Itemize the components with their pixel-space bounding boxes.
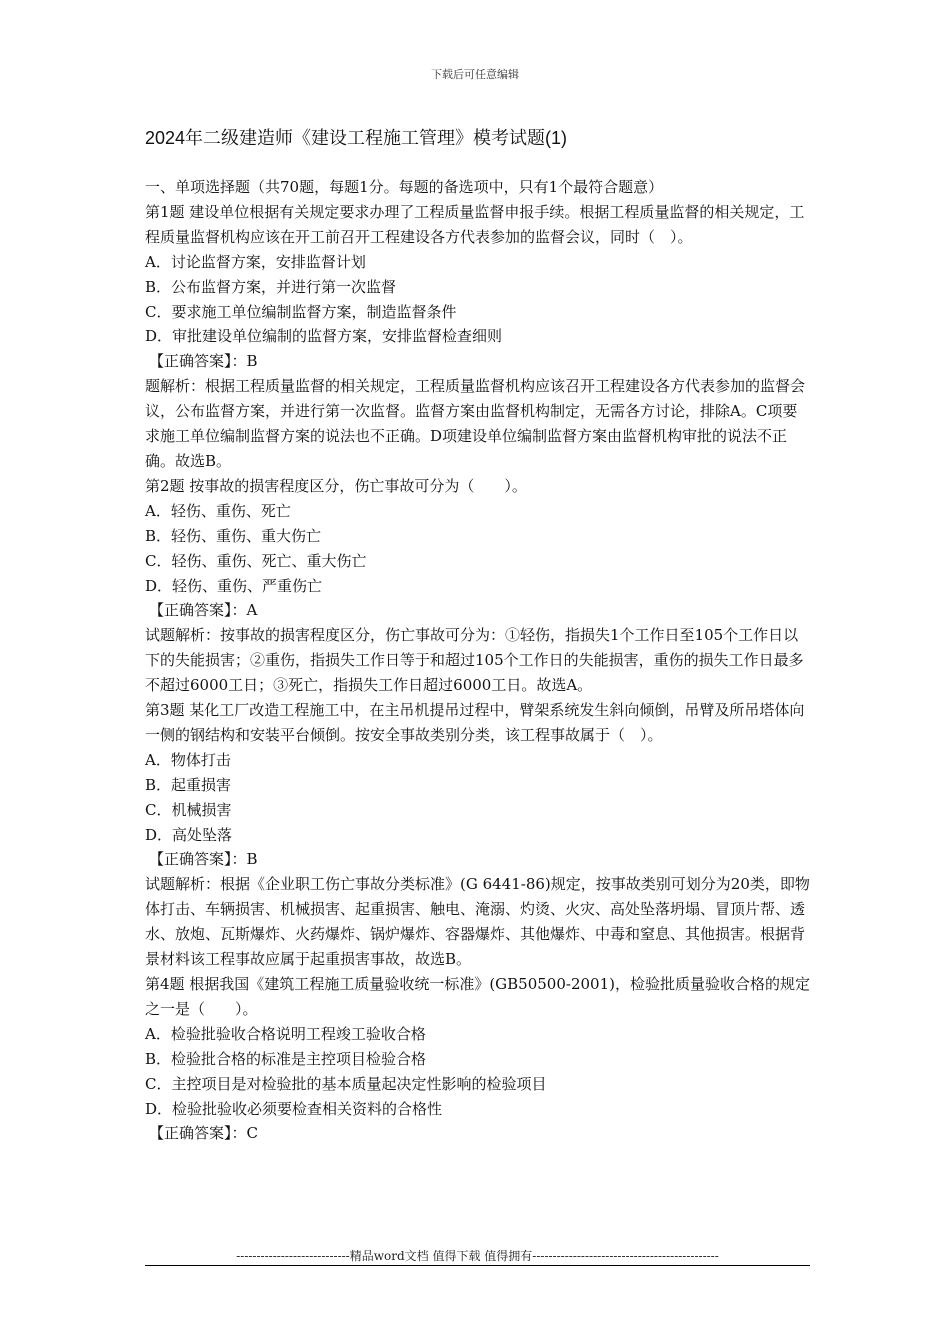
question-stem: 第2题 按事故的损害程度区分，伤亡事故可分为（ ）。 (145, 476, 527, 495)
question-option: C．主控项目是对检验批的基本质量起决定性影响的检验项目 (145, 1074, 547, 1093)
correct-answer: 【正确答案】：A (149, 601, 258, 620)
question-option: A．物体打击 (145, 750, 231, 769)
question-option: A．讨论监督方案，安排监督计划 (145, 252, 366, 271)
question-stem: 第3题 某化工厂改造工程施工中，在主吊机提吊过程中，臂架系统发生斜向倾倒，吊臂及所吊塔体向一侧的钢结构和安装平台倾倒。按安全事故类别分类，该工程事故属于（ ）。 (145, 701, 805, 744)
question-option: D．检验批验收必须要检查相关资料的合格性 (145, 1099, 443, 1118)
question-option: C．机械损害 (145, 800, 232, 819)
question-option: D．审批建设单位编制的监督方案，安排监督检查细则 (145, 327, 503, 346)
correct-answer: 【正确答案】：B (149, 850, 258, 869)
footer-text: ----------------------------精品word文档 值得下载 值得拥有---------------------------------------------- (236, 1249, 719, 1263)
question-option: B．公布监督方案，并进行第一次监督 (145, 277, 397, 296)
section-intro: 一、单项选择题（共70题，每题1分。每题的备选项中，只有1个最符合题意） (145, 178, 664, 196)
correct-answer: 【正确答案】：C (149, 1124, 258, 1143)
footer-divider (145, 1265, 810, 1266)
question-option: D．高处坠落 (145, 825, 233, 844)
question-option: B．轻伤、重伤、重大伤亡 (145, 526, 322, 545)
question-option: C．要求施工单位编制监督方案，制造监督条件 (145, 302, 457, 321)
correct-answer: 【正确答案】：B (149, 352, 258, 371)
question-option: C．轻伤、重伤、死亡、重大伤亡 (145, 551, 367, 570)
question-stem: 第4题 根据我国《建筑工程施工质量验收统一标准》(GB50500-2001)，检验批质量验收合格的规定之一是（ ）。 (145, 975, 810, 1018)
question-option: B．起重损害 (145, 775, 232, 794)
question-stem: 第1题 建设单位根据有关规定要求办理了工程质量监督申报手续。根据工程质量监督的相关规定，工程质量监督机构应该在开工前召开工程建设各方代表参加的监督会议，同时（ ）。 (145, 202, 805, 246)
answer-analysis: 题解析：根据工程质量监督的相关规定，工程质量监督机构应该召开工程建设各方代表参加的监督会议，公布监督方案，并进行第一次监督。监督方案由监督机构制定，无需各方讨论，排除A。C项要求施工单位编制监督方案的说法也不正确。D项建设单位编制监督方案由监督机构审批的说法不正确。故选B。 (145, 377, 806, 470)
document-title: 2024年二级建造师《建设工程施工管理》模考试题(1) (145, 128, 568, 148)
answer-analysis: 试题解析：根据《企业职工伤亡事故分类标准》(G 6441-86)规定，按事故类别可划分为20类，即物体打击、车辆损害、机械损害、起重损害、触电、淹溺、灼烫、火灾、高处坠落坍塌、冒顶片帮、透水、放炮、瓦斯爆炸、火药爆炸、锅炉爆炸、容器爆炸、其他爆炸、中毒和窒息、其他损害。根据背景材料该工程事故应属于起重损害事故，故选B。 (145, 875, 810, 969)
header-note: 下载后可任意编辑 (431, 68, 519, 81)
question-option: A．检验批验收合格说明工程竣工验收合格 (145, 1024, 426, 1043)
question-option: A．轻伤、重伤、死亡 (145, 501, 291, 520)
document-body (145, 175, 810, 1146)
question-option: B．检验批合格的标准是主控项目检验合格 (145, 1049, 427, 1068)
answer-analysis: 试题解析：按事故的损害程度区分，伤亡事故可分为：①轻伤，指损失1个工作日至105个工作日以下的失能损害；②重伤，指损失工作日等于和超过105个工作日的失能损害，重伤的损失工作日最多不超过6000工日；③死亡，指损失工作日超过6000工日。故选A。 (145, 626, 804, 695)
question-option: D．轻伤、重伤、严重伤亡 (145, 576, 323, 595)
